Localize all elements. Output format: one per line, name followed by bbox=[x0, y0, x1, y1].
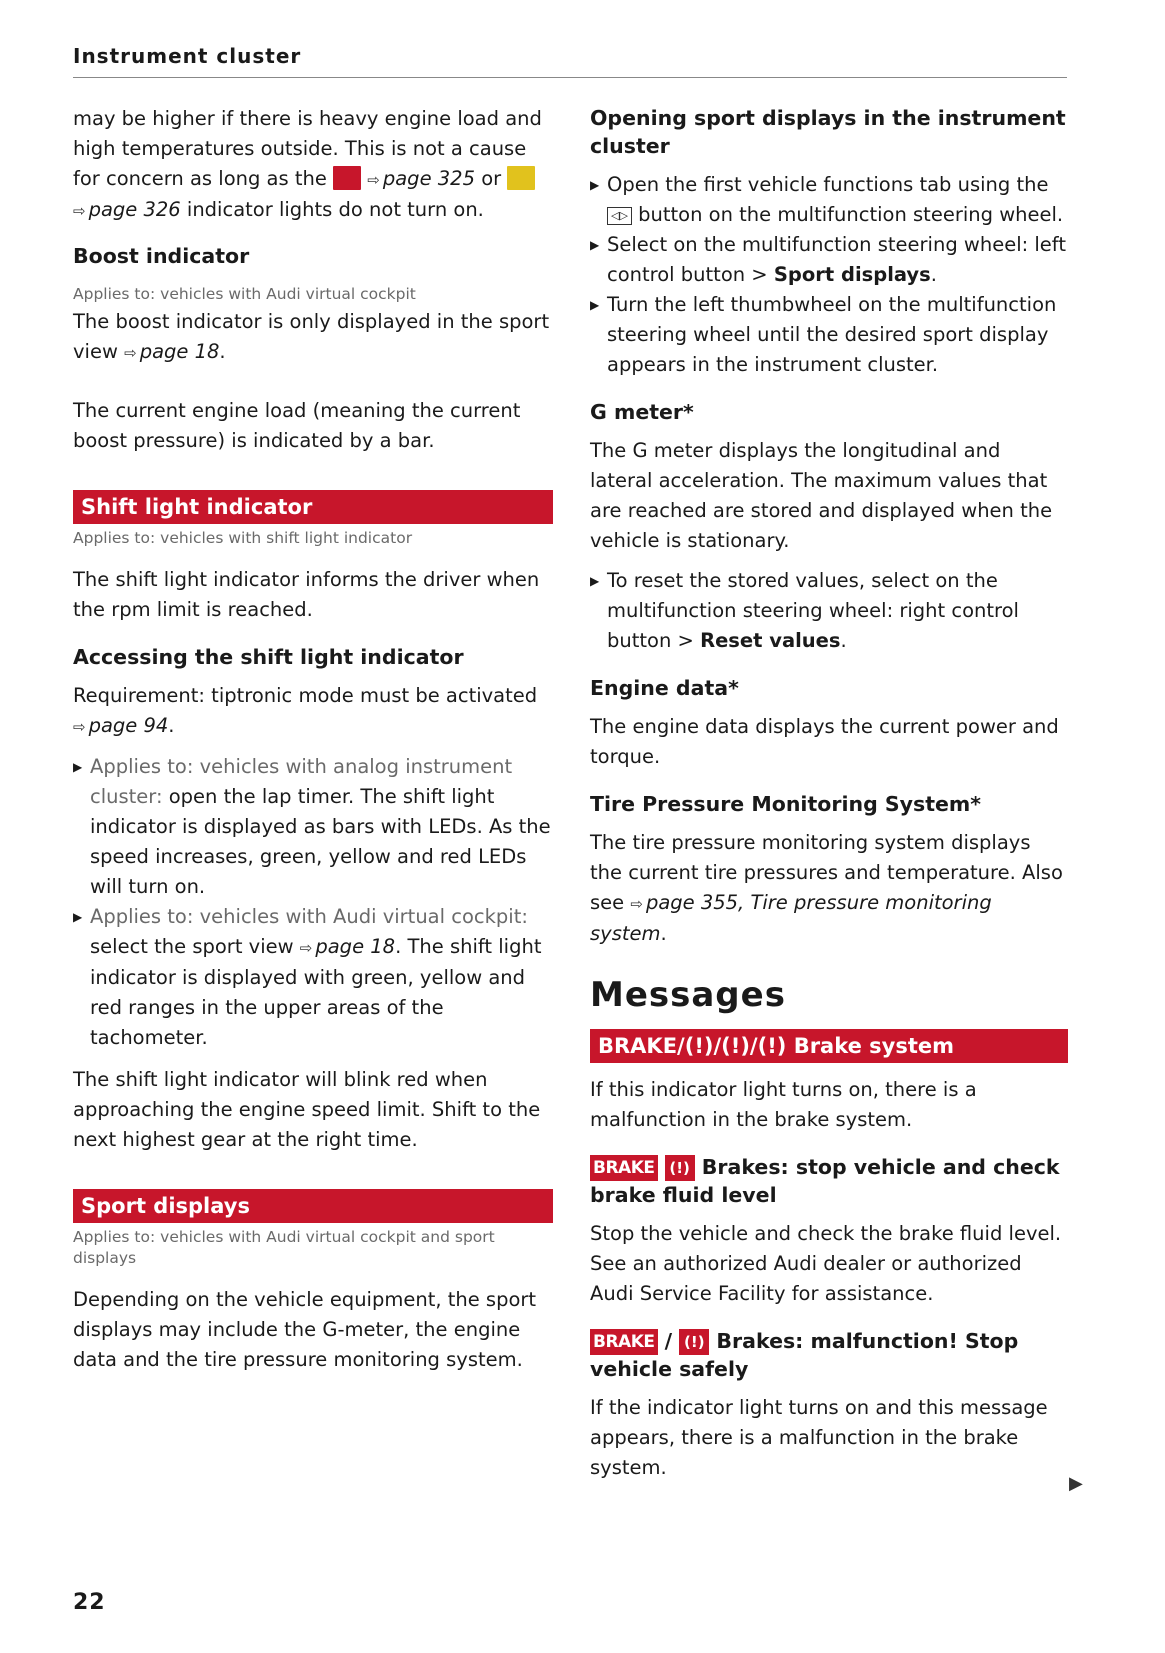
engine-temperature-warning-icon bbox=[333, 166, 361, 190]
list-item: ▶ Select on the multifunction steering wheel: left control button > Sport displays. bbox=[590, 233, 1066, 286]
opening-bullet-list bbox=[590, 170, 1068, 380]
brake-warning-2-paragraph: If the indicator light turns on and this message appears, there is a malfunction in the brake system. bbox=[590, 1396, 1048, 1479]
brake-warning-1-heading: BRAKE (!) Brakes: stop vehicle and check brake fluid level bbox=[590, 1155, 1060, 1207]
xref-page-326[interactable]: ⇨ page 326 bbox=[73, 198, 181, 221]
engine-data-paragraph: The engine data displays the current power and torque. bbox=[590, 715, 1059, 768]
shift-bullet-list bbox=[73, 752, 553, 1053]
brake-system-paragraph: If this indicator light turns on, there is a malfunction in the brake system. bbox=[590, 1078, 977, 1131]
xref-page-325[interactable]: ⇨ page 325 bbox=[367, 167, 475, 190]
accessing-shift-heading: Accessing the shift light indicator bbox=[73, 645, 464, 669]
page-number: 22 bbox=[73, 1590, 106, 1615]
applies-note: Applies to: vehicles with Audi virtual cockpit bbox=[73, 285, 416, 303]
boost-indicator-heading: Boost indicator bbox=[73, 244, 250, 268]
sport-displays-section-bar: Sport displays bbox=[73, 1189, 553, 1223]
applies-note: Applies to: vehicles with shift light indicator bbox=[73, 529, 413, 547]
intro-paragraph: may be higher if there is heavy engine load and high temperatures outside. This is not a cause for concern as long as the ⇨ page 325 or ⇨ page 326 indicator lights do not turn on. bbox=[73, 107, 542, 221]
tire-pressure-heading: Tire Pressure Monitoring System* bbox=[590, 792, 981, 816]
left-column bbox=[73, 104, 553, 1375]
list-item: ▶ Open the first vehicle functions tab using the ◁▷ button on the multifunction steering wheel. bbox=[590, 173, 1064, 226]
tire-pressure-paragraph: The tire pressure monitoring system displays the current tire pressures and temperature. Also see ⇨ page 355, Tire pressure monitoring system. bbox=[590, 831, 1063, 945]
continue-arrow-icon: ▶ bbox=[1069, 1473, 1083, 1494]
g-meter-bullet-list bbox=[590, 566, 1068, 656]
header-title: Instrument cluster bbox=[73, 44, 302, 68]
list-item: ▶ To reset the stored values, select on the multifunction steering wheel: right control button > Reset values. bbox=[590, 569, 1019, 652]
xref-page-18[interactable]: ⇨ page 18 bbox=[124, 340, 220, 363]
list-item: ▶ Turn the left thumbwheel on the multifunction steering wheel until the desired sport display appears in the instrument cluster. bbox=[590, 293, 1057, 376]
shift-light-section-bar: Shift light indicator bbox=[73, 490, 553, 524]
brake-system-section-bar: BRAKE/(!)/(!)/(!) Brake system bbox=[590, 1029, 1068, 1063]
xref-page-94[interactable]: ⇨ page 94 bbox=[73, 714, 169, 737]
tab-switch-key-icon: ◁▷ bbox=[607, 207, 632, 225]
g-meter-paragraph: The G meter displays the longitudinal and lateral acceleration. The maximum values that are reached are stored and displayed when the vehicle is stationary. bbox=[590, 439, 1053, 552]
sport-paragraph: Depending on the vehicle equipment, the sport displays may include the G-meter, the engine data and the tire pressure monitoring system. bbox=[73, 1288, 537, 1371]
brake-warning-2-heading: BRAKE / (!) Brakes: malfunction! Stop vehicle safely bbox=[590, 1329, 1019, 1381]
page-header bbox=[73, 44, 1067, 78]
shift-blink-paragraph: The shift light indicator will blink red when approaching the engine speed limit. Shift to the next highest gear at the right time. bbox=[73, 1068, 541, 1151]
brake-warning-icon: BRAKE bbox=[590, 1155, 658, 1181]
engine-oil-warning-icon bbox=[507, 166, 535, 190]
right-column bbox=[590, 104, 1068, 1483]
xref-page-18[interactable]: ⇨ page 18 bbox=[299, 935, 396, 958]
list-item: ▶ Applies to: vehicles with Audi virtual cockpit: select the sport view ⇨ page 18. The shift light indicator is displayed with green, yellow and red ranges in the upper areas of the tachometer. bbox=[73, 905, 542, 1049]
opening-sport-heading: Opening sport displays in the instrument cluster bbox=[590, 106, 1066, 158]
brake-circle-warning-icon: (!) bbox=[665, 1155, 695, 1181]
brake-warning-symbols: BRAKE/(!)/(!)/(!) bbox=[598, 1034, 787, 1058]
xref-page-355[interactable]: ⇨ page 355, Tire pressure monitoring system bbox=[590, 891, 992, 945]
messages-heading: Messages bbox=[590, 975, 786, 1015]
applies-note: Applies to: vehicles with Audi virtual cockpit and sport displays bbox=[73, 1228, 495, 1267]
boost-paragraph-2: The current engine load (meaning the current boost pressure) is indicated by a bar. bbox=[73, 399, 521, 452]
brake-warning-1-paragraph: Stop the vehicle and check the brake fluid level. See an authorized Audi dealer or authorized Audi Service Facility for assistance. bbox=[590, 1222, 1062, 1305]
g-meter-heading: G meter* bbox=[590, 400, 694, 424]
engine-data-heading: Engine data* bbox=[590, 676, 739, 700]
shift-paragraph: The shift light indicator informs the driver when the rpm limit is reached. bbox=[73, 568, 540, 621]
boost-paragraph: The boost indicator is only displayed in the sport view ⇨ page 18. bbox=[73, 310, 550, 363]
requirement-paragraph: Requirement: tiptronic mode must be activated ⇨ page 94. bbox=[73, 684, 538, 737]
list-item: ▶ Applies to: vehicles with analog instrument cluster: open the lap timer. The shift light indicator is displayed as bars with LEDs. As the speed increases, green, yellow and red LEDs will turn on. bbox=[73, 755, 551, 898]
brake-circle-warning-icon: (!) bbox=[679, 1329, 709, 1355]
brake-warning-icon: BRAKE bbox=[590, 1329, 658, 1355]
